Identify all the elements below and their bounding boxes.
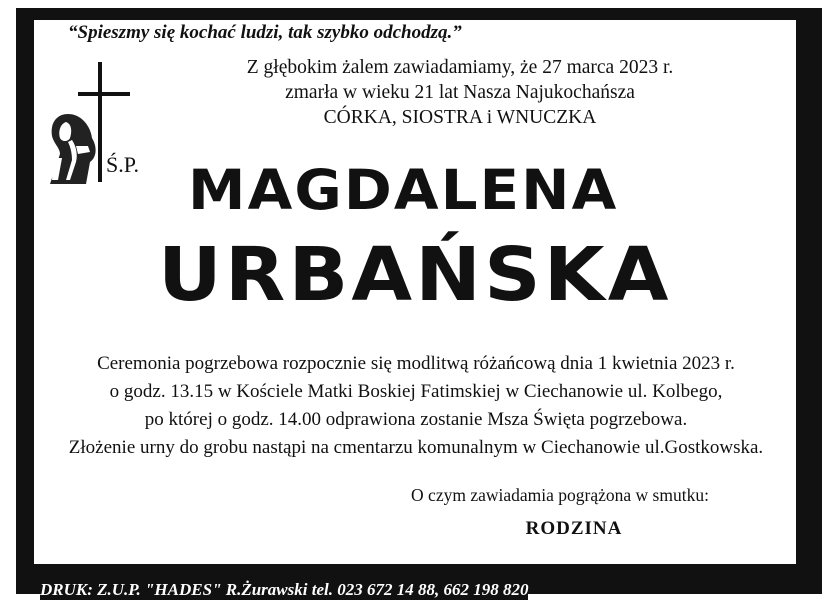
- sorrow-line: O czym zawiadamia pogrążona w smutku:: [411, 485, 709, 505]
- deceased-first-name: MAGDALENA: [188, 158, 619, 222]
- ceremony-line: Złożenie urny do grobu nastąpi na cmentarzu komunalnym w Ciechanowie ul.Gostkowska.: [68, 437, 764, 458]
- intro-line: Z głębokim żalem zawiadamiamy, że 27 marca 2023 r.: [246, 57, 674, 78]
- intro-line: CÓRKA, SIOSTRA i WNUCZKA: [323, 107, 597, 128]
- memorial-quote: “Spieszmy się kochać ludzi, tak szybko odchodzą.”: [68, 22, 462, 43]
- deceased-last-name: URBAŃSKA: [158, 232, 672, 318]
- ceremony-line: Ceremonia pogrzebowa rozpocznie się modlitwą różańcową dnia 1 kwietnia 2023 r.: [97, 353, 735, 374]
- ceremony-details: [38, 350, 794, 462]
- ceremony-line: o godz. 13.15 w Kościele Matki Boskiej Fatimskiej w Ciechanowie ul. Kolbego,: [109, 381, 723, 402]
- ceremony-line: po której o godz. 14.00 odprawiona zostanie Msza Święta pogrzebowa.: [144, 409, 688, 430]
- family-signature: RODZINA: [525, 518, 623, 539]
- intro-line: zmarła w wieku 21 lat Nasza Najukochańsza: [285, 82, 635, 103]
- title-prefix: Ś.P.: [106, 152, 140, 177]
- announcement-intro: [180, 55, 740, 130]
- printer-credit: DRUK: Z.U.P. "HADES" R.Żurawski tel. 023 672 14 88, 662 198 820: [40, 580, 529, 599]
